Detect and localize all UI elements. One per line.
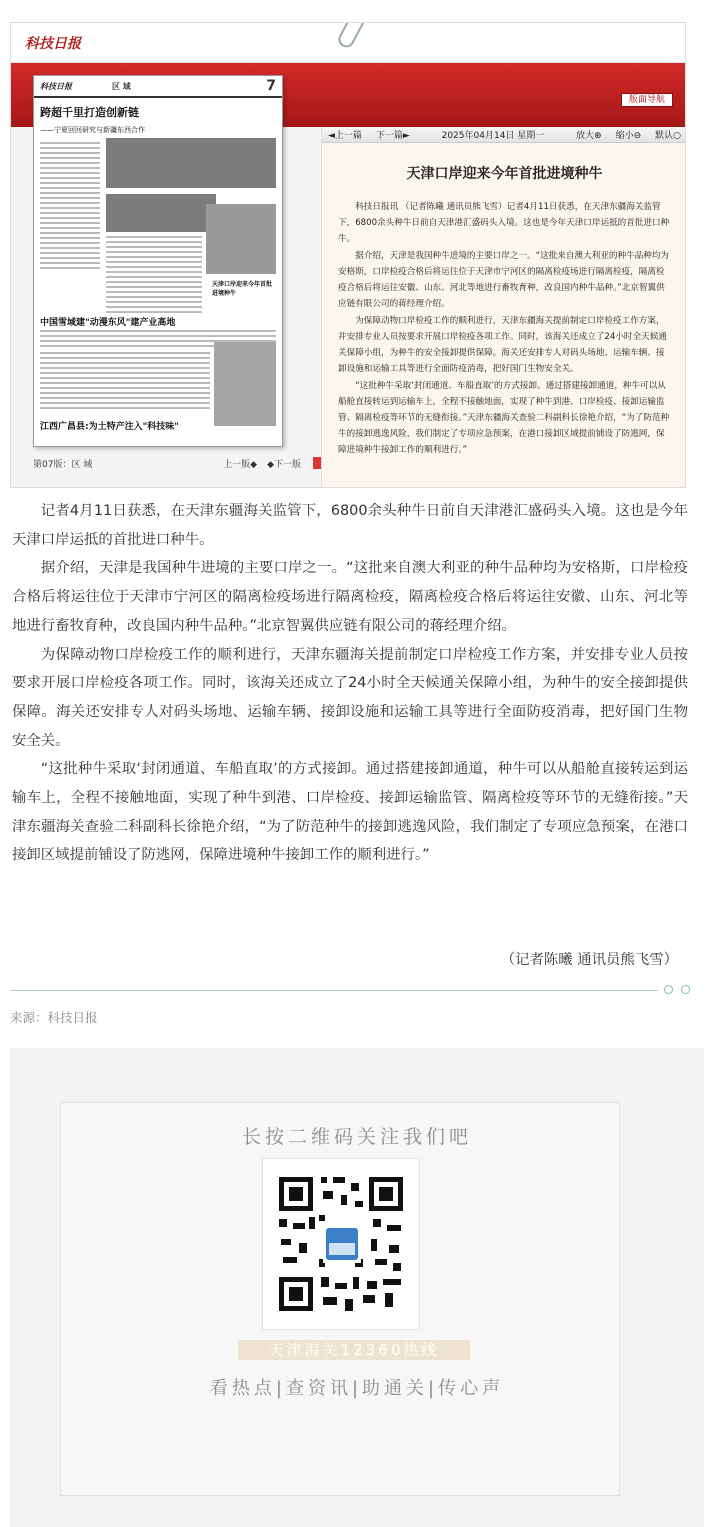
newspaper-masthead: 科技日报 [25, 36, 81, 52]
article-panel-paragraph: “这批种牛采取‘封闭通道、车船直取’的方式接卸。通过搭建接卸通道，种牛可以从船舱直接转运到运输车上，全程不接触地面，实现了种牛到港、口岸检疫、接卸运输监管、隔离检疫等环节的无缝衔接。”天津东疆海关查验二科副科长徐艳介绍，“为了防范种牛的接卸逃逸风险，我们制定了专项应急预案，在港口接卸区域提前铺设了防逃网，保障进境种牛接卸工作的顺利进行。” [338, 381, 670, 455]
circle-icon [664, 985, 673, 994]
newspaper-screenshot [10, 22, 686, 488]
article-paragraph: 为保障动物口岸检疫工作的顺利进行，天津东疆海关提前制定口岸检疫工作方案，并安排专业人员按要求开展口岸检疫各项工作。同时，该海关还成立了24小时全天候通关保障小组，为种牛的安全接卸提供保障。海关还安排专人对码头场地、运输车辆、接卸设施和运输工具等进行全面防疫消毒，把好国门生物安全关。 [12, 646, 688, 749]
mini-page-subhead: ——宁夏回回研究与新疆东西合作 [40, 126, 145, 134]
issue-date: 2025年04月14日 星期一 [441, 131, 545, 141]
default-size-button[interactable]: 默认○ [655, 131, 681, 141]
mini-page-text-block [106, 236, 202, 314]
mini-page-text-block [40, 142, 100, 272]
mini-page-photo [106, 138, 276, 188]
mini-page-side-headline[interactable]: 天津口岸迎来今年首批进境种牛 [212, 281, 273, 297]
mini-page-headline-2[interactable]: 中国雪域建"动漫东风"建产业高地 [40, 318, 176, 328]
page-label: 第07版：区 域 [33, 459, 93, 470]
article-panel-title: 天津口岸迎来今年首批进境种牛 [406, 166, 603, 182]
mini-page-photo [214, 342, 276, 426]
newspaper-page-thumbnail[interactable] [33, 75, 283, 447]
qr-follow-card [10, 1048, 704, 1527]
prev-page-link[interactable]: 上一版◆ [223, 459, 258, 470]
article-body [12, 497, 688, 870]
article-panel-paragraph: 为保障动物口岸检疫工作的顺利进行，天津东疆海关提前制定口岸检疫工作方案，并安排专业人员按要求开展口岸检疫各项工作。同时，该海关还成立了24小时全天候通关保障小组，为种牛的安全接卸提供保障。海关还安排专人对码头场地、运输车辆、接卸设施和运输工具等进行全面防疫消毒，把好国门生物安全关。 [338, 316, 667, 374]
mini-page-headline-3[interactable]: 江西广昌县:为土特产注入"科技味" [40, 422, 179, 432]
mini-page-section: 区 域 [112, 81, 131, 91]
zoom-in-button[interactable]: 放大⊕ [576, 131, 602, 141]
article-paragraph: 据介绍，天津是我国种牛进境的主要口岸之一。“这批来自澳大利亚的种牛品种均为安格斯，口岸检疫合格后将运往位于天津市宁河区的隔离检疫场进行隔离检疫，隔离检疫合格后将运往安徽、山东、河北等地进行畜牧育种，改良国内种牛品种。”北京智翼供应链有限公司的蒋经理介绍。 [12, 560, 688, 634]
article-paragraph: “这批种牛采取‘封闭通道、车船直取’的方式接卸。通过搭建接卸通道，种牛可以从船舱直接转运到运输车上，全程不接触地面，实现了种牛到港、口岸检疫、接卸运输监管、隔离检疫等环节的无缝衔接。”天津东疆海关查验二科副科长徐艳介绍，“为了防范种牛的接卸逃逸风险，我们制定了专项应急预案，在港口接卸区域提前铺设了防逃网，保障进境种牛接卸工作的顺利进行。” [12, 761, 688, 864]
mini-page-number: 7 [266, 78, 276, 94]
qr-code-graphic [263, 1159, 419, 1329]
mini-page-photo [206, 204, 276, 274]
mini-page-logo: 科技日报 [40, 80, 72, 91]
prev-article-link[interactable]: ◄上一篇 [328, 131, 362, 141]
mini-page-text-block [40, 352, 210, 412]
article-byline: （记者陈曦 通讯员熊飞雪） [500, 952, 678, 968]
article-panel-paragraph: 据介绍，天津是我国种牛进境的主要口岸之一。“这批来自澳大利亚的种牛品种均为安格斯，口岸检疫合格后将运往位于天津市宁河区的隔离检疫场进行隔离检疫，隔离检疫合格后将运往安徽、山东、河北等地进行畜牧育种，改良国内种牛品种。”北京智翼供应链有限公司的蒋经理介绍。 [338, 251, 670, 309]
mini-page-photo [106, 194, 216, 232]
layout-nav-button[interactable]: 版面导航 [621, 93, 673, 107]
circle-icon [681, 985, 690, 994]
article-panel-body [322, 199, 686, 458]
article-paragraph: 记者4月11日获悉，在天津东疆海关监管下，6800余头种牛日前自天津港汇盛码头入境。这也是今年天津口岸运抵的首批进口种牛。 [12, 503, 688, 548]
hotline-banner: 天津海关12360热线 [238, 1340, 470, 1360]
article-panel-paragraph: 科技日报讯 （记者陈曦 通讯员熊飞雪）记者4月11日获悉，在天津东疆海关监管下，6800余头种牛日前自天津港汇盛码头入境。这也是今年天津口岸运抵的首批进口种牛。 [338, 202, 670, 244]
mini-page-headline[interactable]: 跨超千里打造创新链 [40, 106, 139, 119]
page-footer-bar [33, 453, 323, 473]
next-article-link[interactable]: 下一篇► [375, 131, 410, 141]
qr-slogan: 看热点|查资讯|助通关|传心声 [209, 1378, 505, 1399]
divider-dots [664, 985, 690, 994]
article-panel [321, 127, 686, 488]
section-divider [10, 990, 658, 991]
mini-page-header [34, 76, 282, 98]
qr-code-icon[interactable] [262, 1158, 420, 1330]
qr-heading: 长按二维码关注我们吧 [241, 1126, 472, 1148]
zoom-out-button[interactable]: 缩小⊖ [615, 131, 642, 141]
article-toolbar [322, 127, 686, 143]
source-label: 来源：科技日报 [10, 1010, 98, 1025]
next-page-link[interactable]: ◆下一版 [267, 459, 301, 470]
